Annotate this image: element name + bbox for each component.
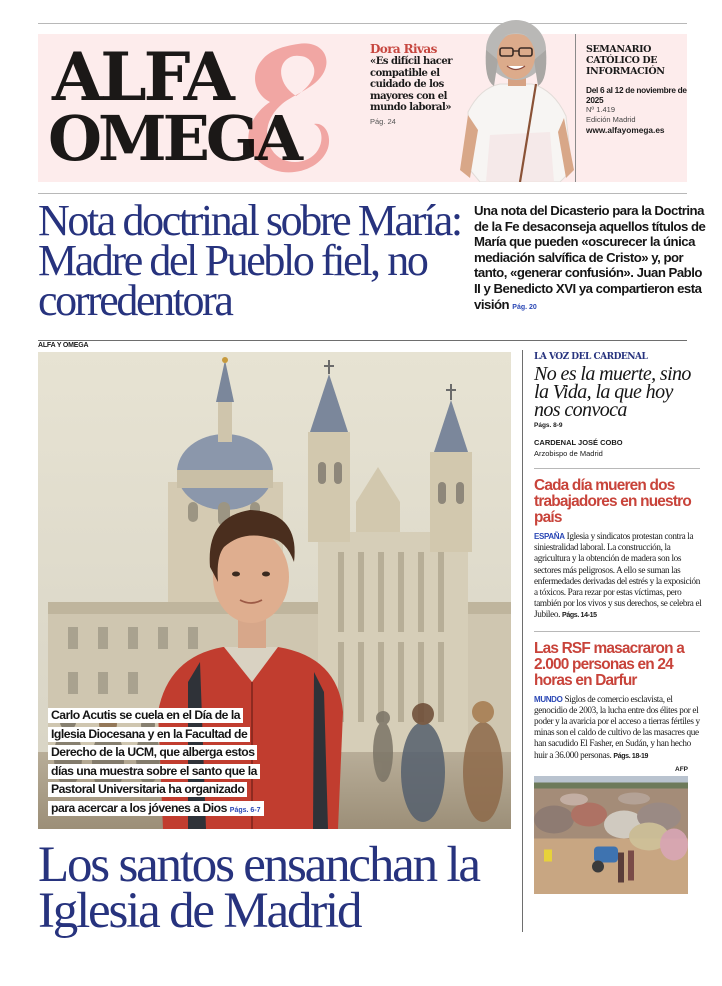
- story-darfur[interactable]: [522, 641, 702, 762]
- story-body: [534, 694, 702, 762]
- masthead-bottom-rule: [38, 193, 687, 194]
- lead-page-ref[interactable]: Pág. 20: [512, 303, 537, 311]
- logo-word-alfa: ALFA: [52, 38, 232, 116]
- caption-line: Derecho de la UCM, que alberga estos: [48, 745, 257, 760]
- photo-caption[interactable]: [48, 706, 298, 817]
- website-link[interactable]: www.alfayomega.es: [586, 125, 665, 135]
- cardinal-page-ref[interactable]: Págs. 8-9: [534, 422, 563, 429]
- top-rule: [38, 23, 687, 24]
- interview-teaser[interactable]: [370, 42, 458, 126]
- sidebar-rule: [534, 631, 700, 632]
- sidebar: [522, 352, 702, 894]
- issue-number: Nº 1.419: [586, 105, 616, 114]
- main-illustration[interactable]: [38, 352, 511, 829]
- cardinal-column[interactable]: [522, 352, 702, 458]
- caption-line: Carlo Acutis se cuela en el Día de la: [48, 708, 243, 723]
- lead-summary: [474, 203, 706, 315]
- teaser-page: Pág. 24: [370, 116, 396, 126]
- caption-last-text: para acercar a los jóvenes a Dios: [51, 800, 227, 815]
- bottom-headline-text: Los santos ensanchan la Iglesia de Madrid: [38, 837, 479, 939]
- story-body-text: Iglesia y sindicatos protestan contra la siniestralidad laboral. La construcción, la agricultura y la obtención de madera son los sectores más peligrosos. A ello se suman las enfermedades derivadas del estrés y la exposición a tóxicos. Para rezar por estas víctimas, pero también por los vivos y sus derechos, se celebra el Jubileo.: [534, 531, 702, 620]
- logo-word-omega: OMEGA: [48, 102, 299, 175]
- story-body: [534, 531, 702, 622]
- story-title: Cada día mueren dos trabajadores en nuestro país: [534, 477, 691, 526]
- publication-kicker: SEMANARIO CATÓLICO DE INFORMACIÓN: [586, 44, 665, 77]
- photo-credit: ALFA Y OMEGA: [38, 342, 89, 349]
- photo-credit-afp: AFP: [675, 765, 688, 773]
- portrait-photo: [456, 20, 574, 182]
- cardinal-title: No es la muerte, sino la Vida, la que hoy nos convoca: [534, 363, 691, 421]
- story-workers[interactable]: [522, 478, 702, 622]
- caption-line: [48, 801, 264, 816]
- caption-line: días una muestra sobre el santo que la: [48, 764, 260, 779]
- teaser-name: Dora Rivas: [370, 42, 437, 56]
- issue-dates: Del 6 al 12 de noviembre de 2025: [586, 85, 687, 105]
- masthead: [38, 34, 687, 182]
- story-section-tag: MUNDO: [534, 694, 563, 704]
- caption-page-ref[interactable]: Págs. 6-7: [229, 806, 261, 814]
- publication-info: [575, 34, 687, 182]
- cardinal-kicker: LA VOZ DEL CARDENAL: [534, 352, 648, 362]
- sidebar-rule: [534, 468, 700, 469]
- lead-bottom-rule: [38, 340, 687, 341]
- edition: Edición Madrid: [586, 115, 636, 124]
- lead-summary-text: Una nota del Dicasterio para la Doctrina de la Fe desaconseja aquellos títulos de María que pueden «oscurecer la única mediación salvífica de Cristo» y, por tanto, «generar confusión». Juan Pablo II y Benedicto XVI ya compartieron esta visión: [474, 203, 706, 312]
- story-body-text: Siglos de comercio esclavista, el genocidio de 2003, la lucha entre dos élites por el poder y la avaricia por el acceso a tierras fértiles y minas son el caldo de cultivo de las masacres que han sacudido El Fasher, en Sudán, y han hecho huir a 36.000 personas.: [534, 693, 700, 760]
- story-page-ref[interactable]: Págs. 18-19: [613, 752, 649, 760]
- story-title: Las RSF masacraron a 2.000 personas en 24 horas en Darfur: [534, 639, 684, 689]
- caption-line: Iglesia Diocesana y en la Facultad de: [48, 727, 250, 742]
- camp-photo-graphic: [534, 776, 688, 894]
- logo[interactable]: [38, 34, 364, 182]
- cardinal-role: Arzobispo de Madrid: [534, 449, 603, 458]
- bottom-headline[interactable]: [38, 837, 516, 939]
- cardinal-author: CARDENAL JOSÉ COBO: [534, 438, 623, 447]
- story-section-tag: ESPAÑA: [534, 532, 565, 541]
- lead-headline[interactable]: Nota doctrinal sobre María: Madre del Pueblo fiel, no corredentora: [38, 196, 461, 325]
- story-page-ref[interactable]: Págs. 14-15: [562, 612, 597, 620]
- darfur-camp-photo[interactable]: [534, 776, 688, 894]
- teaser-quote: «Es difícil hacer compatible el cuidado de los mayores con el mundo laboral»: [370, 56, 453, 113]
- caption-line: Pastoral Universitaria ha organizado: [48, 782, 247, 797]
